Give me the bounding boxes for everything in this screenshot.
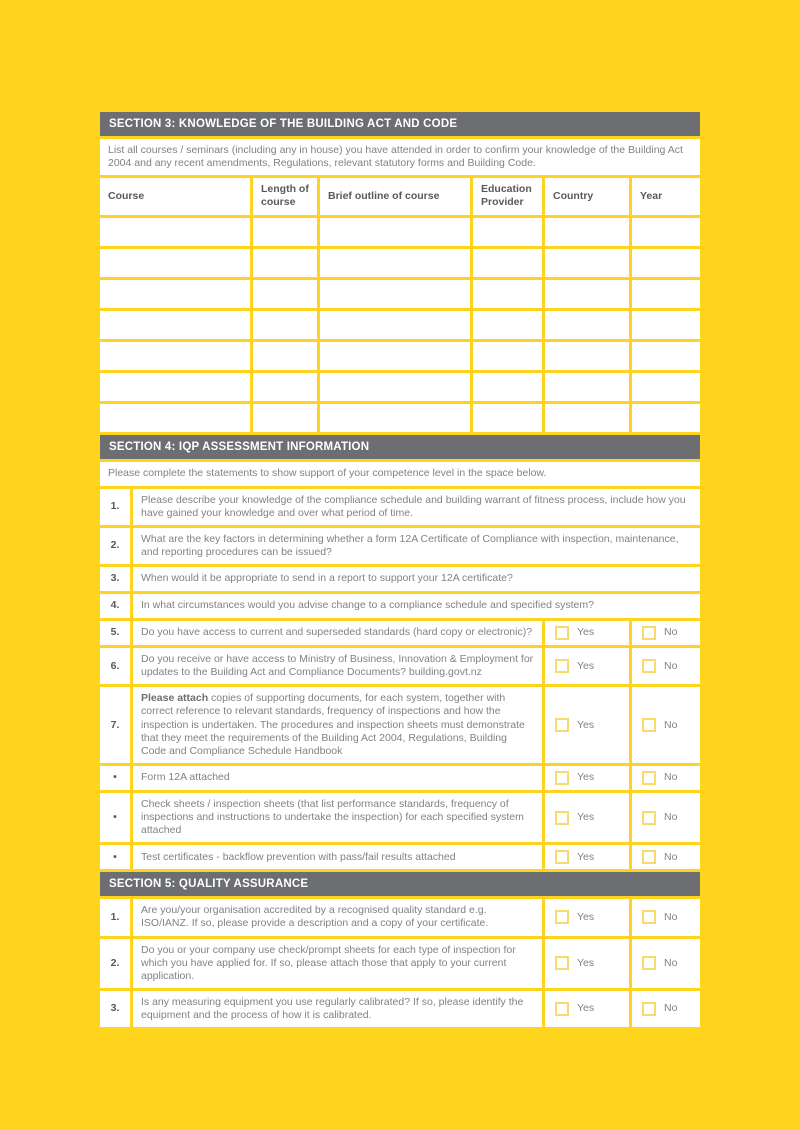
- question-row: [100, 687, 700, 763]
- no-option-cell: [632, 687, 700, 763]
- course-input-cell[interactable]: [100, 373, 250, 401]
- question-row: [100, 528, 700, 564]
- no-label: No: [664, 956, 678, 969]
- question-text-cell: [133, 766, 542, 790]
- table-row: [100, 249, 700, 277]
- question-row: [100, 648, 700, 684]
- yes-label: Yes: [577, 956, 595, 969]
- education-provider-input-cell[interactable]: [473, 404, 542, 432]
- yes-label: Yes: [577, 771, 595, 784]
- question-text: Do you have access to current and superseded standards (hard copy or electronic)?: [141, 626, 533, 639]
- course-input-cell[interactable]: [100, 342, 250, 370]
- no-option-cell: [632, 621, 700, 645]
- country-input-cell[interactable]: [545, 342, 629, 370]
- length-input-cell[interactable]: [253, 280, 317, 308]
- education-provider-input-cell[interactable]: [473, 373, 542, 401]
- country-input-cell[interactable]: [545, 280, 629, 308]
- question-text-cell: [133, 567, 700, 591]
- bullet-row: [100, 845, 700, 869]
- bullet-row: [100, 766, 700, 790]
- length-input-cell[interactable]: [253, 373, 317, 401]
- length-input-cell[interactable]: [253, 218, 317, 246]
- table-row: [100, 218, 700, 246]
- column-header-education-provider: Education Provider: [473, 178, 542, 214]
- column-header-brief-outline: Brief outline of course: [320, 178, 470, 214]
- no-label: No: [664, 910, 678, 923]
- checkbox-yes[interactable]: [555, 626, 569, 640]
- no-label: No: [664, 850, 678, 863]
- checkbox-yes[interactable]: [555, 811, 569, 825]
- education-provider-input-cell[interactable]: [473, 249, 542, 277]
- no-label: No: [664, 659, 678, 672]
- course-input-cell[interactable]: [100, 311, 250, 339]
- no-label: No: [664, 718, 678, 731]
- paper: [100, 112, 700, 1027]
- question-text: Please describe your knowledge of the compliance schedule and building warrant of fitness process, include how you have gained your knowledge and over what period of time.: [141, 493, 686, 519]
- checkbox-no[interactable]: [642, 659, 656, 673]
- yes-option-cell: [545, 899, 629, 935]
- checkbox-no[interactable]: [642, 850, 656, 864]
- question-number: 2.: [100, 528, 130, 564]
- question-number: 3.: [100, 991, 130, 1027]
- yes-option-cell: [545, 766, 629, 790]
- question-number: 6.: [100, 648, 130, 684]
- length-input-cell[interactable]: [253, 249, 317, 277]
- length-input-cell[interactable]: [253, 342, 317, 370]
- no-label: No: [664, 626, 678, 639]
- section-3-header: SECTION 3: KNOWLEDGE OF THE BUILDING ACT AND CODE: [100, 112, 700, 136]
- question-text: Are you/your organisation accredited by a recognised quality standard e.g. ISO/IANZ. If so, please provide a description and a copy of your certificate.: [141, 904, 489, 930]
- question-row: [100, 567, 700, 591]
- no-option-cell: [632, 939, 700, 988]
- bullet-marker: •: [100, 793, 130, 842]
- yes-option-cell: [545, 991, 629, 1027]
- question-text: Test certificates - backflow prevention with pass/fail results attached: [141, 850, 456, 863]
- yes-option-cell: [545, 845, 629, 869]
- question-number: 2.: [100, 939, 130, 988]
- question-text-cell: [133, 845, 542, 869]
- question-text: Form 12A attached: [141, 771, 230, 784]
- question-lead-bold: Please attach: [141, 692, 209, 705]
- question-number: 1.: [100, 899, 130, 935]
- no-option-cell: [632, 793, 700, 842]
- checkbox-yes[interactable]: [555, 1002, 569, 1016]
- question-row: [100, 621, 700, 645]
- yes-option-cell: [545, 687, 629, 763]
- yes-label: Yes: [577, 718, 595, 731]
- yes-label: Yes: [577, 850, 595, 863]
- table-row: [100, 373, 700, 401]
- checkbox-no[interactable]: [642, 910, 656, 924]
- question-text: In what circumstances would you advise change to a compliance schedule and specified system?: [141, 599, 594, 612]
- question-number: 5.: [100, 621, 130, 645]
- section-4-intro-text: Please complete the statements to show support of your competence level in the space below.: [108, 466, 547, 479]
- year-input-cell[interactable]: [632, 342, 700, 370]
- no-label: No: [664, 771, 678, 784]
- question-text-cell: [133, 793, 542, 842]
- question-text: [141, 692, 534, 758]
- checkbox-no[interactable]: [642, 1002, 656, 1016]
- yes-option-cell: [545, 939, 629, 988]
- question-number: 3.: [100, 567, 130, 591]
- question-text-cell: [133, 991, 542, 1027]
- course-input-cell[interactable]: [100, 404, 250, 432]
- question-text-cell: [133, 899, 542, 935]
- question-text: When would it be appropriate to send in a report to support your 12A certificate?: [141, 572, 513, 585]
- no-label: No: [664, 811, 678, 823]
- checkbox-yes[interactable]: [555, 850, 569, 864]
- section-3-intro: List all courses / seminars (including any in house) you have attended in order to confirm your knowledge of the Building Act 2004 and any recent amendments, Regulations, relevant statutory forms and Building Code.: [100, 139, 700, 175]
- column-header-course: Course: [100, 178, 250, 214]
- table-row: [100, 280, 700, 308]
- yes-label: Yes: [577, 811, 595, 823]
- bullet-marker: •: [100, 766, 130, 790]
- checkbox-yes[interactable]: [555, 659, 569, 673]
- table-row: [100, 404, 700, 432]
- question-row: [100, 991, 700, 1027]
- course-input-cell[interactable]: [100, 218, 250, 246]
- no-option-cell: [632, 648, 700, 684]
- year-input-cell[interactable]: [632, 373, 700, 401]
- year-input-cell[interactable]: [632, 404, 700, 432]
- question-row: [100, 899, 700, 935]
- question-text: Do you receive or have access to Ministry of Business, Innovation & Employment for updates to the Building Act and Compliance Documents? building.govt.nz: [141, 653, 534, 679]
- checkbox-no[interactable]: [642, 626, 656, 640]
- education-provider-input-cell[interactable]: [473, 218, 542, 246]
- checkbox-yes[interactable]: [555, 718, 569, 732]
- question-text-cell: [133, 939, 542, 988]
- year-input-cell[interactable]: [632, 280, 700, 308]
- education-provider-input-cell[interactable]: [473, 280, 542, 308]
- brief-outline-input-cell[interactable]: [320, 280, 470, 308]
- question-text-cell: [133, 648, 542, 684]
- checkbox-yes[interactable]: [555, 771, 569, 785]
- question-text: Is any measuring equipment you use regularly calibrated? If so, please identify the equipment and the process of how it is calibrated.: [141, 995, 524, 1021]
- section-4-intro: [100, 462, 700, 486]
- course-input-cell[interactable]: [100, 249, 250, 277]
- question-text-cell: [133, 621, 542, 645]
- yes-option-cell: [545, 648, 629, 684]
- question-text-cell: [133, 594, 700, 618]
- length-input-cell[interactable]: [253, 404, 317, 432]
- year-input-cell[interactable]: [632, 311, 700, 339]
- country-input-cell[interactable]: [545, 373, 629, 401]
- length-input-cell[interactable]: [253, 311, 317, 339]
- education-provider-input-cell[interactable]: [473, 342, 542, 370]
- bullet-row: [100, 793, 700, 842]
- no-option-cell: [632, 899, 700, 935]
- table-row: [100, 342, 700, 370]
- brief-outline-input-cell[interactable]: [320, 373, 470, 401]
- checkbox-no[interactable]: [642, 956, 656, 970]
- question-row: [100, 594, 700, 618]
- brief-outline-input-cell[interactable]: [320, 218, 470, 246]
- country-input-cell[interactable]: [545, 218, 629, 246]
- brief-outline-input-cell[interactable]: [320, 249, 470, 277]
- no-option-cell: [632, 991, 700, 1027]
- yes-option-cell: [545, 621, 629, 645]
- question-row: [100, 489, 700, 525]
- yes-label: Yes: [577, 659, 595, 672]
- bullet-marker: •: [100, 845, 130, 869]
- checkbox-no[interactable]: [642, 718, 656, 732]
- checkbox-yes[interactable]: [555, 956, 569, 970]
- country-input-cell[interactable]: [545, 311, 629, 339]
- brief-outline-input-cell[interactable]: [320, 311, 470, 339]
- yes-label: Yes: [577, 1002, 595, 1015]
- no-option-cell: [632, 766, 700, 790]
- yes-option-cell: [545, 793, 629, 842]
- yes-label: Yes: [577, 626, 595, 639]
- country-input-cell[interactable]: [545, 249, 629, 277]
- brief-outline-input-cell[interactable]: [320, 342, 470, 370]
- course-input-cell[interactable]: [100, 280, 250, 308]
- brief-outline-input-cell[interactable]: [320, 404, 470, 432]
- section-5-header: SECTION 5: QUALITY ASSURANCE: [100, 872, 700, 896]
- question-rest: copies of supporting documents, for each system, together with correct reference to relevant standards, frequency of inspections and how the inspection is undertaken. The procedures and inspection sheets must demonstrate that they meet the requirements of the Building Act 2004, Regulations, Building Code and Compliance Schedule Handbook: [141, 692, 525, 757]
- question-text-cell: [133, 489, 700, 525]
- year-input-cell[interactable]: [632, 218, 700, 246]
- column-header-country: Country: [545, 178, 629, 214]
- column-header-year: Year: [632, 178, 700, 214]
- question-number: 7.: [100, 687, 130, 763]
- year-input-cell[interactable]: [632, 249, 700, 277]
- table-row: [100, 311, 700, 339]
- question-row: [100, 939, 700, 988]
- course-table-header-row: [100, 178, 700, 214]
- question-text-cell: [133, 528, 700, 564]
- checkbox-no[interactable]: [642, 771, 656, 785]
- question-number: 1.: [100, 489, 130, 525]
- checkbox-yes[interactable]: [555, 910, 569, 924]
- question-text-cell: [133, 687, 542, 763]
- checkbox-no[interactable]: [642, 811, 656, 825]
- section-4-header: SECTION 4: IQP ASSESSMENT INFORMATION: [100, 435, 700, 459]
- no-label: No: [664, 1002, 678, 1015]
- question-text: Check sheets / inspection sheets (that list performance standards, frequency of inspections and instructions to undertake the inspection) for each specified system attached: [141, 797, 524, 837]
- question-text: What are the key factors in determining whether a form 12A Certificate of Compliance with inspection, maintenance, and reporting procedures can be issued?: [141, 532, 679, 558]
- column-header-length: Length of course: [253, 178, 317, 214]
- no-option-cell: [632, 845, 700, 869]
- yes-label: Yes: [577, 910, 595, 923]
- question-number: 4.: [100, 594, 130, 618]
- country-input-cell[interactable]: [545, 404, 629, 432]
- question-text: Do you or your company use check/prompt sheets for each type of inspection for which you have applied for. If so, please attach those that apply to your current application.: [141, 943, 516, 982]
- education-provider-input-cell[interactable]: [473, 311, 542, 339]
